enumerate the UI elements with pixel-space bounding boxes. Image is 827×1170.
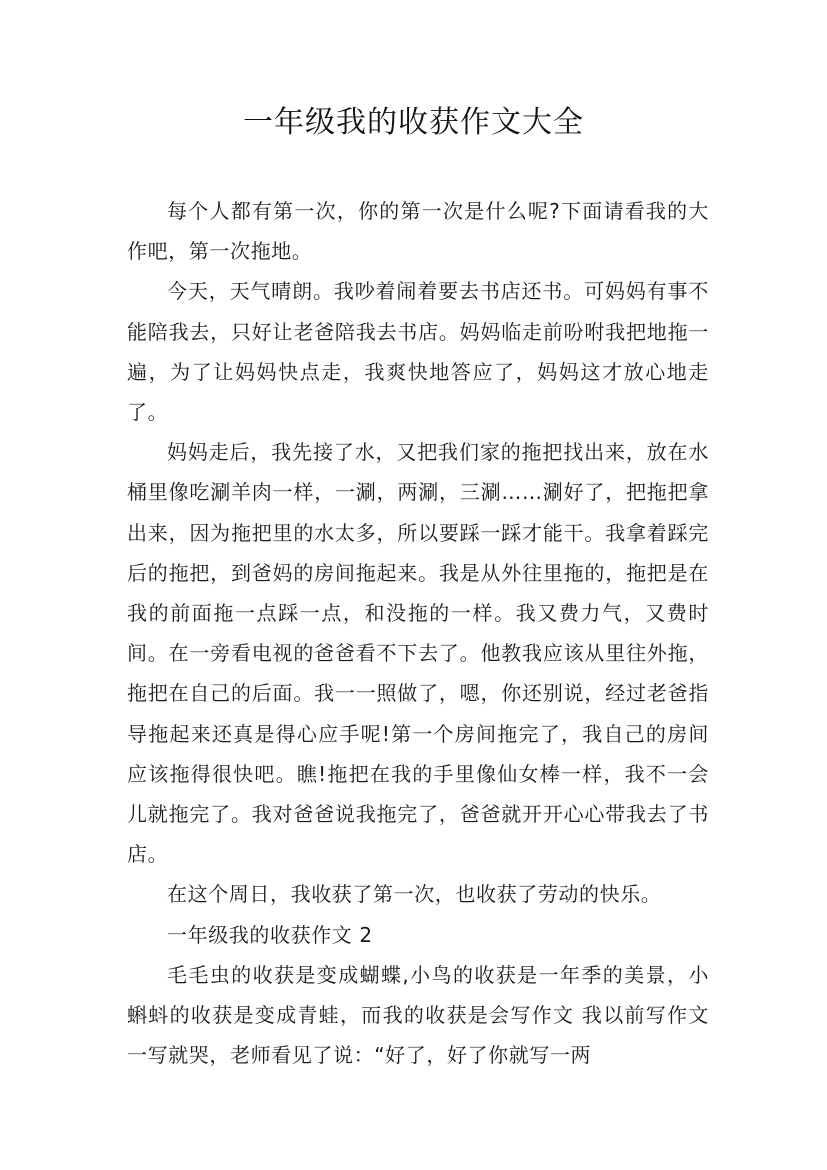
paragraph: 妈妈走后，我先接了水，又把我们家的拖把找出来，放在水桶里像吃涮羊肉一样，一涮，两涮，三涮……涮好了，把拖把拿出来，因为拖把里的水太多，所以要踩一踩才能干。我拿着踩完后的拖把，到爸妈的房间拖起来。我是从外往里拖的，拖把是在我的前面拖一点踩一点，和没拖的一样。我又费力气，又费时间。在一旁看电视的爸爸看不下去了。他教我应该从里往外拖，拖把在自己的后面。我一一照做了，嗯，你还别说，经过老爸指导拖起来还真是得心应手呢!第一个房间拖完了，我自己的房间应该拖得很快吧。瞧!拖把在我的手里像仙女棒一样，我不一会儿就拖完了。我对爸爸说我拖完了，爸爸就开开心心带我去了书店。 [127, 440, 709, 867]
paragraph: 毛毛虫的收获是变成蝴蝶,小鸟的收获是一年季的美景，小蝌蚪的收获是变成青蛙，而我的收获是会写作文 我以前写作文一写就哭，老师看见了说：“好了，好了你就写一两 [127, 962, 709, 1068]
document-body [127, 191, 709, 1075]
document-title: 一年级我的收获作文大全 [243, 105, 584, 140]
paragraph: 今天，天气晴朗。我吵着闹着要去书店还书。可妈妈有事不能陪我去，只好让老爸陪我去书店。妈妈临走前吩咐我把地拖一遍，为了让妈妈快点走，我爽快地答应了，妈妈这才放心地走了。 [127, 279, 709, 425]
section-heading: 一年级我的收获作文 2 [167, 922, 373, 947]
paragraph: 在这个周日，我收获了第一次，也收获了劳动的快乐。 [167, 882, 662, 907]
paragraph: 每个人都有第一次，你的第一次是什么呢?下面请看我的大作吧，第一次拖地。 [127, 199, 709, 264]
